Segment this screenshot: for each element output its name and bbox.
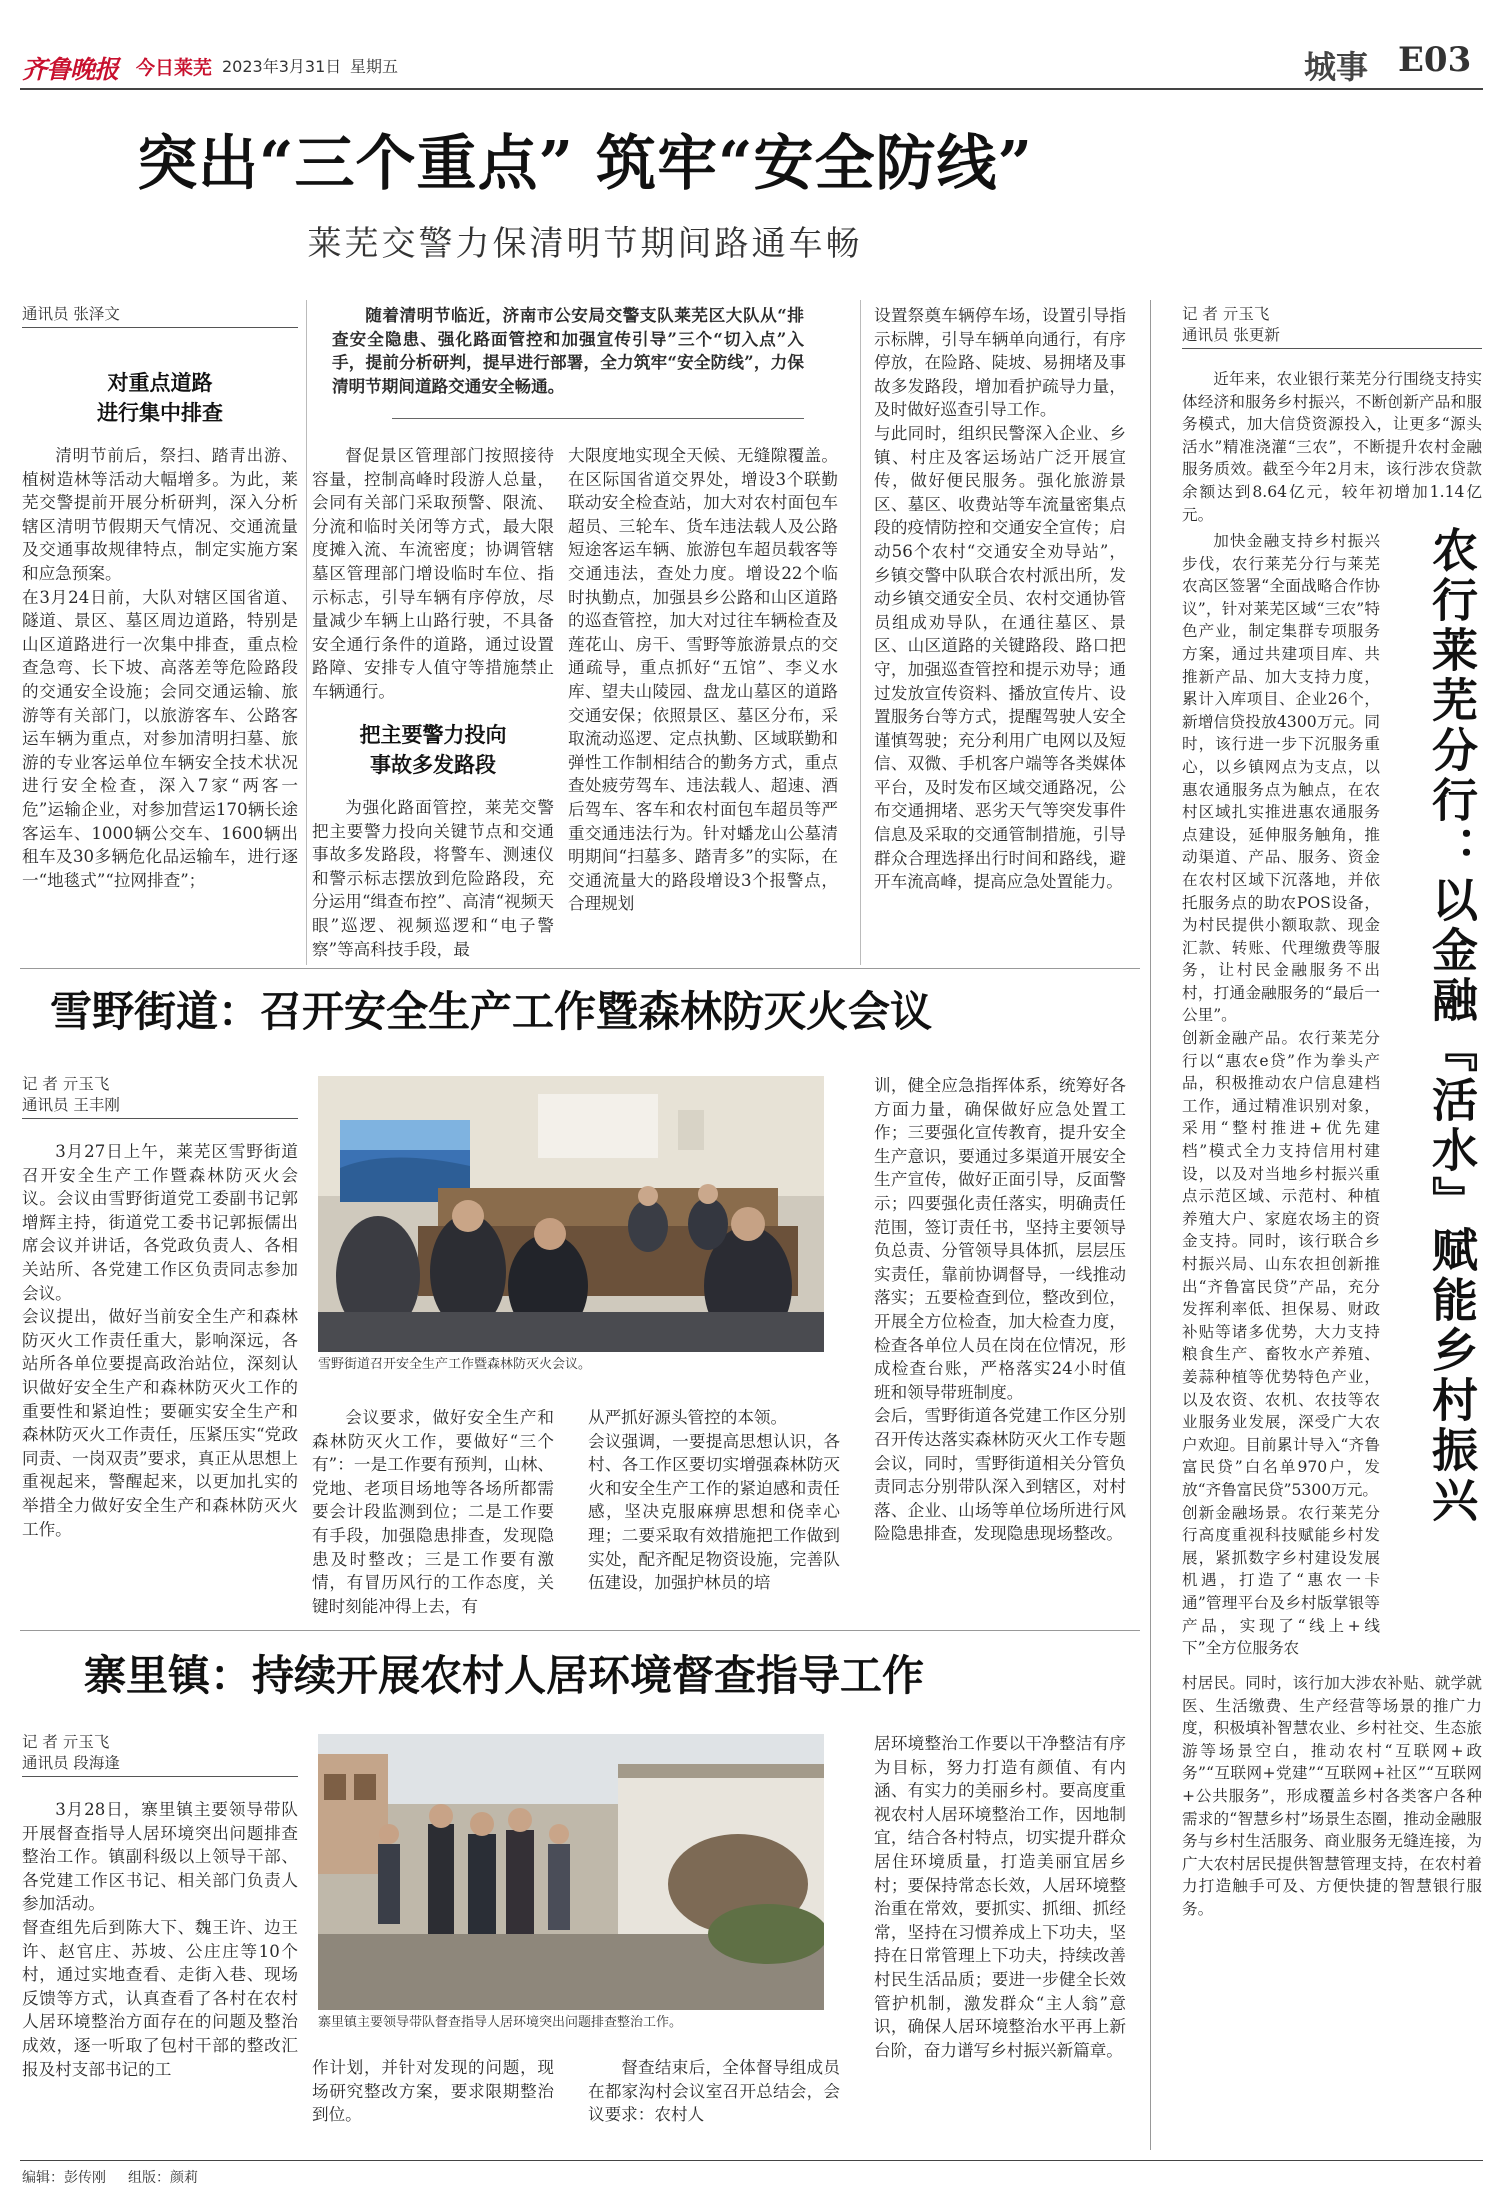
section-name: 城事 xyxy=(1304,48,1369,86)
sidebar-divider xyxy=(1150,300,1151,2150)
footer-editor: 编辑：彭传刚 xyxy=(22,2170,106,2186)
article3-byline-reporter: 记 者 亓玉飞 xyxy=(22,1733,110,1751)
issue-weekday: 星期五 xyxy=(350,57,399,76)
lead-column-3-text: 大限度地实现全天候、无缝隙覆盖。在区际国省道交界处，增设3个联勤联动安全检查站，加大对农村面包车超员、三轮车、货车违法载人及公路短途客运车辆、旅游包车超员载客等交通违法，查处力度。增设22个临时执勤点，加强县乡公路和山区道路的巡查管控，加大对过往车辆检查及莲花山、房干、雪野等旅游景点的交通疏导，重点抓好“五馆”、李义水库、望夫山陵园、盘龙山墓区的道路交通安保；依照景区、墓区分布，采取流动巡逻、定点执勤、区域联勤和弹性工作制相结合的勤务方式，重点查处疲劳驾车、违法载人、超速、酒后驾车、客车和农村面包车超员等严重交通违法行为。针对蟠龙山公墓清明期间“扫墓多、踏青多”的实际，在交通流量大的路段增设3个报警点，合理规划 xyxy=(568,446,838,914)
article2-column-1 xyxy=(22,1140,298,1620)
article2-column-3-text: 从严抓好源头管控的本领。 会议强调，一要提高思想认识，各村、各工作区要切实增强森林防灭火和安全生产工作的紧迫感和责任感，坚决克服麻痹思想和侥幸心理；二要采取有效措施把工作做到实处，配齐配足物资设施，完善队伍建设，加强护林员的培 xyxy=(588,1408,840,1593)
sidebar-text-bottom xyxy=(1182,1672,1482,2152)
column-divider xyxy=(306,300,307,965)
masthead-logo: 齐鲁晚报 xyxy=(22,55,119,84)
meeting-photo-image xyxy=(318,1076,824,1352)
article3-column-2 xyxy=(312,2056,554,2150)
sidebar-byline-reporter: 记 者 亓玉飞 xyxy=(1182,305,1270,323)
article-separator xyxy=(20,1630,1140,1631)
article3-column-4 xyxy=(874,1732,1126,2152)
article3-column-1 xyxy=(22,1798,298,2150)
lead-subhead-2: 把主要警力投向 事故多发路段 xyxy=(359,722,507,777)
lead-subtitle: 莱芜交警力保清明节期间路通车畅 xyxy=(307,224,863,264)
lead-column-4 xyxy=(874,304,1126,964)
article3-column-1-text: 3月28日，寨里镇主要领导带队开展督查指导人居环境突出问题排查整治工作。镇副科级以上领导干部、各党建工作区书记、相关部门负责人参加活动。 督查组先后到陈大下、魏王许、边王许、赵官庄、苏坡、公庄庄等10个村，通过实地查看、走街入巷、现场反馈等方式，认真查看了各村在农村人居环境整治方面存在的问题及整治成效，逐一听取了包村干部的整改汇报及村支部书记的工 xyxy=(22,1800,298,2079)
sidebar-text-top-content: 近年来，农业银行莱芜分行围绕支持实体经济和服务乡村振兴，不断创新产品和服务模式，加大信贷资源投入，让更多“源头活水”精准浇灌“三农”，不断提升农村金融服务质效。截至今年2月末，该行涉农贷款余额达到8.64亿元，较年初增加1.14亿元。 xyxy=(1182,370,1482,524)
sidebar-byline-correspondent: 通讯员 张更新 xyxy=(1182,325,1482,349)
article2-column-3 xyxy=(588,1406,840,1618)
article2-column-2 xyxy=(312,1406,554,1618)
masthead-rule xyxy=(20,88,1483,90)
lead-intro xyxy=(332,304,804,414)
lead-title: 突出“三个重点” 筑牢“安全防线” xyxy=(137,129,1033,199)
footer-designer: 组版：颜莉 xyxy=(128,2170,198,2186)
lead-byline: 通讯员 张泽文 xyxy=(22,304,298,328)
column-divider xyxy=(860,300,861,965)
sidebar-headline: 农行莱芜分行：以金融『活水』赋能乡村振兴 xyxy=(1425,526,1479,1526)
inspection-photo-caption: 寨里镇主要领导带队督查指导人居环境突出问题排查整治工作。 xyxy=(318,2015,683,2030)
article3-column-2-text: 作计划，并针对发现的问题，现场研究整改方案，要求限期整治到位。 xyxy=(312,2058,554,2125)
article2-column-1-text: 3月27日上午，莱芜区雪野街道召开安全生产工作暨森林防灭火会议。会议由雪野街道党工委副书记郭增辉主持，街道党工委书记郭振儒出席会议并讲话，各党政负责人、各相关站所、各党建工作区负责同志参加会议。 会议提出，做好当前安全生产和森林防灭火工作责任重大，影响深远，各站所各单位要提高政治站位，深刻认识做好安全生产和森林防灭火工作的重要性和紧迫性；要砸实安全生产和森林防灭火工作责任，压紧压实“党政同责、一岗双责”要求，真正从思想上重视起来，警醒起来，以更加扎实的举措全力做好安全生产和森林防灭火工作。 xyxy=(22,1142,298,1539)
article3-column-3-text: 督查结束后，全体督导组成员在都家沟村会议室召开总结会，会议要求：农村人 xyxy=(588,2058,840,2125)
sidebar-text-column xyxy=(1182,530,1380,1670)
article3-column-4-text: 居环境整治工作要以干净整洁有序为目标，努力打造有颜值、有内涵、有实力的美丽乡村。要高度重视农村人居环境整治工作，因地制宜，结合各村特点，切实提升群众居住环境质量，打造美丽宜居乡村；要保持常态长效，人居环境整治重在常效，要抓实、抓细、抓经常，坚持在习惯养成上下功夫，坚持在日常管理上下功夫，持续改善村民生活品质；要进一步健全长效管护机制，激发群众“主人翁”意识，确保人居环境整治水平再上新台阶，奋力谱写乡村振兴新篇章。 xyxy=(874,1734,1126,2060)
article3-byline-correspondent: 通讯员 段海逢 xyxy=(22,1753,298,1777)
meeting-photo xyxy=(318,1076,824,1352)
sidebar-text-top xyxy=(1182,368,1482,526)
lead-subhead-1: 对重点道路 进行集中排查 xyxy=(97,370,223,425)
article3-title: 寨里镇：持续开展农村人居环境督查指导工作 xyxy=(84,1651,925,1700)
sidebar-text-bottom-content: 村居民。同时，该行加大涉农补贴、就学就医、生活缴费、生产经营等场景的推广力度，积极填补智慧农业、乡村社交、生态旅游等场景空白，推动农村“互联网+政务”“互联网+党建”“互联网+社区”“互联网+公共服务”，形成覆盖乡村各类客户各种需求的“智慧乡村”场景生态圈，推动金融服务与乡村生活服务、商业服务无缝连接，为广大农村居民提供智慧管理支持，在农村着力打造触手可及、方便快捷的智慧银行服务。 xyxy=(1182,1674,1482,1918)
article2-column-4-text: 训，健全应急指挥体系，统筹好各方面力量，确保做好应急处置工作；三要强化宣传教育，提升安全生产意识，要通过多渠道开展安全生产宣传，做好正面引导，反面警示；四要强化责任落实，明确责任范围，签订责任书，坚持主要领导负总责、分管领导具体抓，层层压实责任，靠前协调督导，一线推动落实；五要检查到位，整改到位，开展全方位检查，加大检查力度，检查各单位人员在岗在位情况，形成检查台账，严格落实24小时值班和领导带班制度。 会后，雪野街道各党建工作区分别召开传达落实森林防灭火工作专题会议，同时，雪野街道相关分管负责同志分别带队深入到辖区，对村落、企业、山场等单位场所进行风险隐患排查，发现隐患现场整改。 xyxy=(874,1076,1126,1544)
article2-column-2-text: 会议要求，做好安全生产和森林防灭火工作，要做好“三个有”：一是工作要有预判，山林、党地、老项目场地等各场所都需要会计段监测到位；二是工作要有手段，加强隐患排查，发现隐患及时整改；三是工作要有激情，有冒历风行的工作态度，关键时刻能冲得上去，有 xyxy=(312,1408,554,1616)
lead-column-1-text: 清明节前后，祭扫、踏青出游、植树造林等活动大幅增多。为此，莱芜交警提前开展分析研判，深入分析辖区清明节假期天气情况、交通流量及交通事故规律特点，制定实施方案和应急预案。 在3月24日前，大队对辖区国省道、隧道、景区、墓区周边道路，特别是山区道路进行一次集中排查，重点检查急弯、长下坡、高落差等危险路段的交通安全设施；会同交通运输、旅游等有关部门，以旅游客车、公路客运车辆为重点，对参加清明扫墓、旅游的专业客运单位车辆安全技术状况进行安全检查，深入7家“两客一危”运输企业，对参加营运170辆长途客运车、1000辆公交车、1600辆出租车及30多辆危化品运输车，进行逐一“地毯式”“拉网排查”； xyxy=(22,446,298,890)
sidebar-text-column-content: 加快金融支持乡村振兴步伐，农行莱芜分行与莱芜农高区签署“全面战略合作协议”，针对莱芜区域“三农”特色产业，制定集群专项服务方案，通过共建项目库、共推新产品、加大支持力度，累计入库项目、企业26个，新增信贷投放4300万元。同时，该行进一步下沉服务重心，以乡镇网点为支点，以惠农通服务点为触点，在农村区域扎实推进惠农通服务点建设，延伸服务触角，推动渠道、产品、服务、资金在农村区域下沉落地，并依托服务点的助农POS设备，为村民提供小额取款、现金汇款、转账、代理缴费等服务，让村民金融服务不出村，打通金融服务的“最后一公里”。 创新金融产品。农行莱芜分行以“惠农e贷”作为拳头产品，积极推动农户信息建档工作，通过精准识别对象，采用“整村推进+优先建档”模式全力支持信用村建设，以及对当地乡村振兴重点示范区域、示范村、种植养殖大户、家庭农场主的资金支持。同时，该行联合乡村振兴局、山东农担创新推出“齐鲁富民贷”产品，充分发挥利率低、担保易、财政补贴等诸多优势，大力支持粮食生产、畜牧水产养殖、姜蒜种植等优势特色产业，以及农资、农机、农技等农业服务业发展，深受广大农户欢迎。目前累计导入“齐鲁富民贷”白名单970户，发放“齐鲁富民贷”5300万元。 创新金融场景。农行莱芜分行高度重视科技赋能乡村发展，紧抓数字乡村建设发展机遇，打造了“惠农一卡通”管理平台及乡村版掌银等产品，实现了“线上+线下”全方位服务农 xyxy=(1182,532,1380,1658)
lead-intro-rule xyxy=(392,418,804,419)
inspection-photo xyxy=(318,1734,824,2010)
lead-column-3 xyxy=(568,444,838,964)
meeting-photo-caption: 雪野街道召开安全生产工作暨森林防灭火会议。 xyxy=(318,1357,592,1372)
article2-byline-correspondent: 通讯员 王丰刚 xyxy=(22,1095,298,1119)
article-separator xyxy=(20,968,1140,969)
lead-column-2 xyxy=(312,444,554,704)
lead-column-2b-text: 为强化路面管控，莱芜交警把主要警力投向关键节点和交通事故多发路段，将警车、测速仪和警示标志摆放到危险路段，充分运用“缉查布控”、高清“视频天眼”巡逻、视频巡逻和“电子警察”等高科技手段，最 xyxy=(312,798,554,959)
article3-column-3 xyxy=(588,2056,840,2150)
masthead xyxy=(0,0,1500,88)
issue-date: 2023年3月31日 xyxy=(222,57,342,76)
lead-column-2-text: 督促景区管理部门按照接待容量，控制高峰时段游人总量，会同有关部门采取预警、限流、分流和临时关闭等方式，最大限度摊入流、车流密度；协调管辖墓区管理部门增设临时车位、指示标志，引导车辆有序停放，尽量减少车辆上山路行驶，不具备安全通行条件的道路，通过设置路障、安排专人值守等措施禁止车辆通行。 xyxy=(312,446,554,701)
lead-column-4-text: 设置祭奠车辆停车场，设置引导指示标牌，引导车辆单向通行，有序停放，在险路、陡坡、易拥堵及事故多发路段，增加看护疏导力量，及时做好巡查引导工作。 与此同时，组织民警深入企业、乡镇、村庄及客运场站广泛开展宣传，做好便民服务。强化旅游景区、墓区、收费站等车流量密集点段的疫情防控和交通安全宣传；启动56个农村“交通安全劝导站”，乡镇交警中队联合农村派出所，发动乡镇交通安全员、农村交通协管员组成劝导队，在通往墓区、景区、山区道路的关键路段、路口把守，加强巡查管控和提示劝导；通过发放宣传资料、播放宣传片、设置服务台等方式，提醒驾驶人安全谨慎驾驶；充分利用广电网以及短信、双微、手机客户端等各类媒体平台，及时发布区域交通路况，公布交通拥堵、恶劣天气等突发事件信息及采取的交通管制措施，引导群众合理选择出行时间和路线，避开车流高峰，提高应急处置能力。 xyxy=(874,306,1126,892)
page-number: E03 xyxy=(1398,40,1472,80)
inspection-photo-image xyxy=(318,1734,824,2010)
lead-column-1 xyxy=(22,444,298,964)
lead-column-2b xyxy=(312,796,554,962)
lead-intro-text: 随着清明节临近，济南市公安局交警支队莱芜区大队从“排查安全隐患、强化路面管控和加强宣传引导”三个“切入点”入手，提前分析研判，提早进行部署，全力筑牢“安全防线”，力保清明节期间道路交通安全畅通。 xyxy=(332,305,804,396)
article2-title: 雪野街道：召开安全生产工作暨森林防灭火会议 xyxy=(50,987,933,1036)
article2-column-4 xyxy=(874,1074,1126,1620)
edition-name: 今日莱芜 xyxy=(136,57,213,79)
footer-rule xyxy=(20,2160,1483,2161)
article2-byline-reporter: 记 者 亓玉飞 xyxy=(22,1075,110,1093)
